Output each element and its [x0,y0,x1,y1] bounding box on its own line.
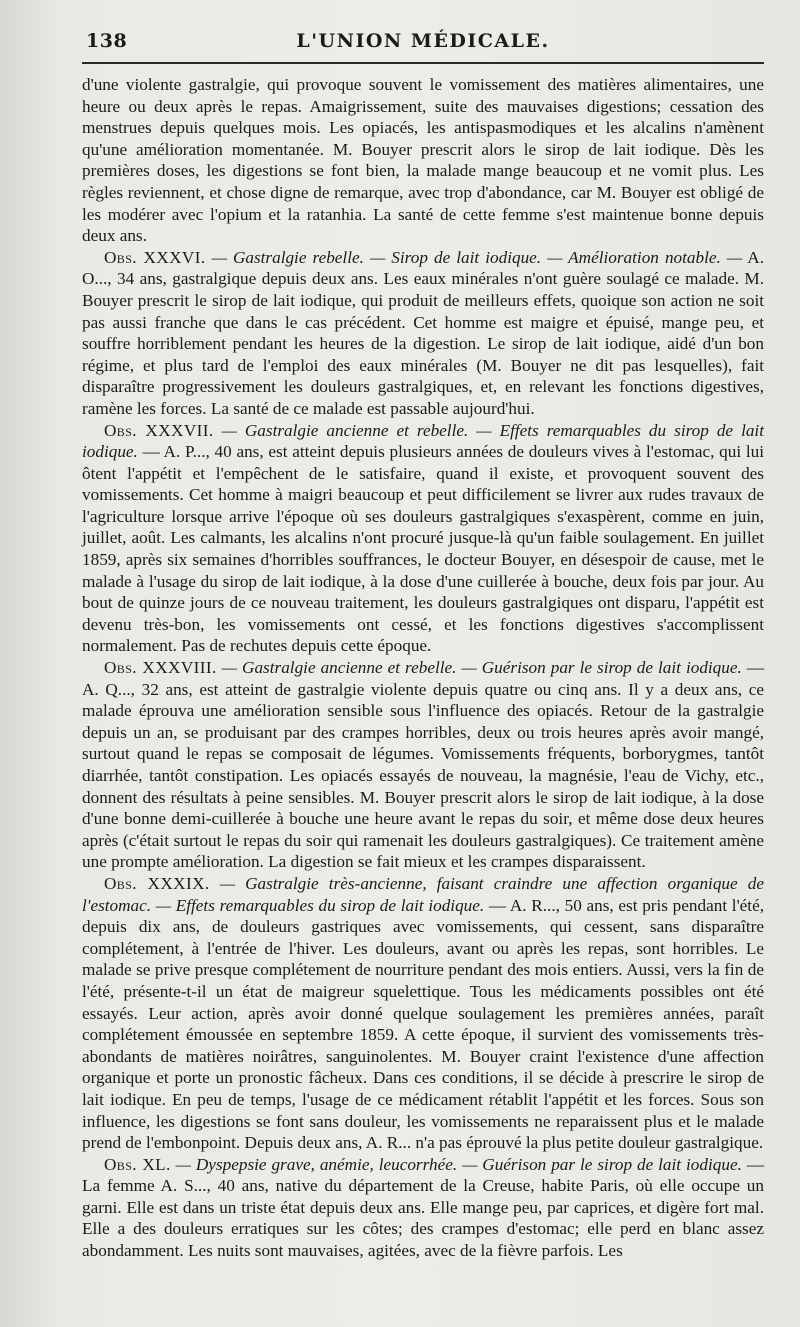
page-number: 138 [86,30,128,52]
observation-title: — Dyspepsie grave, anémie, leucorrhée. — Guérison par le sirop de lait iodique. [175,1154,742,1174]
observation-label: Obs. XL. [104,1154,171,1174]
observation-text: — A. P..., 40 ans, est atteint depuis plusieurs années de douleurs vives à l'estomac, qui lui ôtent l'appétit et l'empêchent de le satisfaire, quand il existe, et provoquent souvent des vomissements. Cet homme à maigri beaucoup et peut difficilement se livrer aux rudes travaux de l'agriculture lorsque arrive l'époque où ses douleurs gastralgiques s'exaspèrent, comme en juin, juillet, août. Les calmants, les alcalins n'ont procuré jusque-là qu'un faible soulagement. En juillet 1859, après six semaines d'horribles souffrances, le docteur Bouyer, en désespoir de cause, met le malade à l'usage du sirop de lait iodique, à la dose d'une cuillerée à bouche, deux fois par jour. Au bout de quinze jours de ce nouveau traitement, les douleurs gastralgiques ont disparu, l'appétit est devenu très-bon, les vomissements ont cessé, et les fonctions digestives s'accomplissent normalement. Pas de rechutes depuis cette époque. [82,442,765,656]
observation-text: — A. R..., 50 ans, est pris pendant l'été, depuis dix ans, de douleurs gastriques avec vomissements, qui cessent, sans disparaître complétement, à l'entrée de l'hiver. Les douleurs, avant ou après les repas, sont horribles. Le malade se prive presque complétement de nourriture pendant des mois entiers. Aussi, vers la fin de l'été, présente-t-il un état de maigreur squelettique. Tous les médicaments possibles ont été essayés. Leur action, après avoir donné quelque soulagement les premières années, paraît complétement émoussée en septembre 1859. A cette époque, il survient des vomissements très-abondants de matières noirâtres, sanguinolentes. M. Bouyer craint l'existence d'une affection organique et porte un pronostic fâcheux. Dans ces conditions, il se décide à prescrire le sirop de lait iodique. En peu de temps, l'usage de ce médicament rétablit l'appétit et les forces. Sous son influence, les digestions se font sans douleur, les vomissements ne reparaissent plus et le malade prend de l'embonpoint. Depuis deux ans, A. R... n'a pas éprouvé la plus petite douleur gastralgique. [82,895,764,1153]
observation-37 [82,420,764,658]
observation-label: Obs. XXXVII. [104,420,214,440]
page-header [82,22,764,58]
observation-38 [82,657,764,873]
observation-title: — Gastralgie ancienne et rebelle. — Effets remarquables du sirop de lait iodique. [82,420,764,462]
observation-36 [82,247,764,420]
observation-text: — A. Q..., 32 ans, est atteint de gastralgie violente depuis quatre ou cinq ans. Il y a deux ans, ce malade éprouva une amélioration sensible sous l'influence des opiacés. Retour de la gastralgie depuis un an, se produisant par des crampes horribles, deux ou trois heures après avoir mangé, surtout quand le repas se composait de légumes. Vomissements fréquents, borborygmes, tantôt diarrhée, tantôt constipation. Les opiacés essayés de nouveau, la magnésie, l'eau de Vichy, etc., donnent des résultats à peine sensibles. M. Bouyer prescrit alors le sirop de lait iodique, à la dose d'une bonne demi-cuillerée à bouche une heure avant le repas du soir, et même dose deux heures après (c'était surtout le repas du soir qui ramenait les douleurs gastralgiques). Ce traitement amène une prompte amélioration. La digestion se fait mieux et les crampes disparaissent. [82,658,764,872]
running-title: L'UNION MÉDICALE. [296,30,550,52]
observation-label: Obs. XXXVI. [104,247,206,267]
observation-title: — Gastralgie ancienne et rebelle. — Guérison par le sirop de lait iodique. [221,658,742,678]
continued-paragraph [82,74,764,247]
paragraph-text: d'une violente gastralgie, qui provoque souvent le vomissement des matières alimentaires, une heure ou deux après le repas. Amaigrissement, suite des mauvaises digestions; cessation des menstrues depuis quelques mois. Les opiacés, les antispasmodiques et les alcalins n'amènent qu'une amélioration momentanée. M. Bouyer prescrit alors le sirop de lait iodique. Dès les premières doses, les digestions se font bien, la malade mange beaucoup et ne vomit plus. Les règles reviennent, et chose digne de remarque, avec trop d'abondance, car M. Bouyer est obligé de les modérer avec l'opium et la ratanhia. La santé de cette femme s'est maintenue bonne depuis deux ans. [82,75,764,246]
observation-label: Obs. XXXVIII. [104,658,217,678]
observation-title: — Gastralgie rebelle. — Sirop de lait iodique. — Amélioration notable. — [211,247,743,267]
observation-text: A. O..., 34 ans, gastralgique depuis deux ans. Les eaux minérales n'ont guère soulagé ce malade. M. Bouyer prescrit le sirop de lait iodique, qui produit de meilleurs effets, quoique son action ne soit pas aussi franche que dans le cas précédent. Cet homme est maigre et épuisé, mange peu, et souffre horriblement pendant les heures de la digestion. Le sirop de lait iodique, aidé d'un bon régime, et plus tard de l'emploi des eaux minérales (M. Bouyer ne dit pas lesquelles), fait disparaître progressivement les douleurs gastralgiques, et, en relevant les fonctions digestives, ramène les forces. La santé de ce malade est passable aujourd'hui. [82,247,764,418]
observation-39 [82,873,764,1154]
observation-40 [82,1154,764,1262]
header-rule [82,62,764,64]
observation-text: — La femme A. S..., 40 ans, native du département de la Creuse, habite Paris, où elle occupe un garni. Elle est dans un triste état depuis deux ans. Elle mange peu, par caprices, et digère fort mal. Elle a des douleurs erratiques sur les côtes; des crampes d'estomac; elle perd en blanc assez abondamment. Les nuits sont mauvaises, agitées, avec de la fièvre parfois. Les [82,1154,764,1261]
observation-title: — Gastralgie très-ancienne, faisant craindre une affection organique de l'estomac. — Effets remarquables du sirop de lait iodique. [82,873,764,915]
article-body [82,74,764,1262]
observation-label: Obs. XXXIX. [104,873,210,893]
